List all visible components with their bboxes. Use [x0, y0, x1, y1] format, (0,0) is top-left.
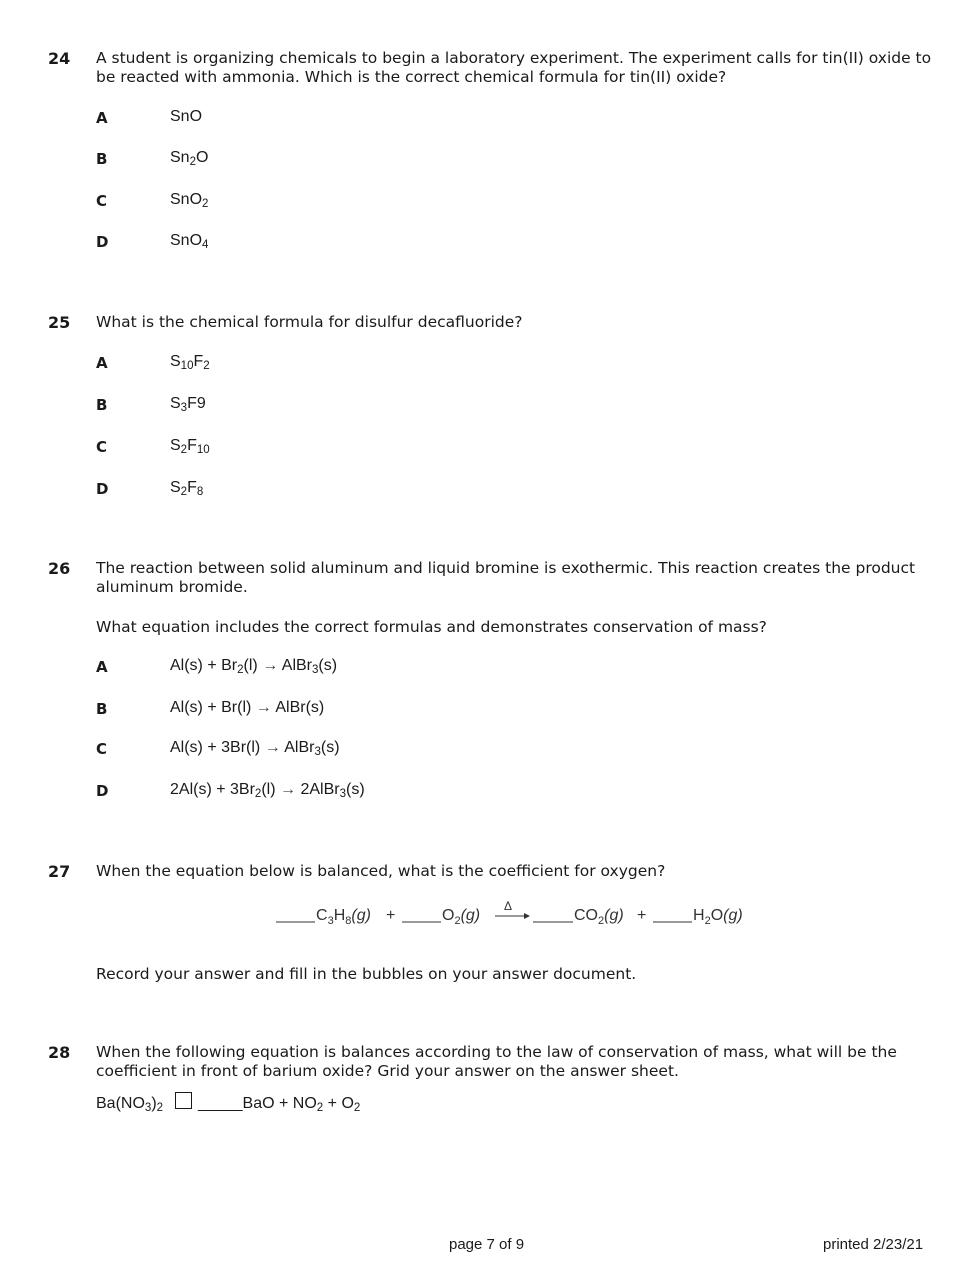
question-number: 28	[48, 1043, 71, 1062]
svg-text:+: +	[637, 907, 647, 924]
svg-text:C3H8(g): $C_3H_8(g)$	[316, 907, 371, 927]
option-letter: C	[96, 438, 108, 456]
coefficient-blank: _____	[198, 1095, 243, 1112]
barium-nitrate-equation: $Ba(NO_3)_2$ _____BaO + $NO_2 + O_2$	[96, 1092, 360, 1113]
option-text: $S_2F_8$	[170, 479, 204, 498]
svg-text:CO2(g): $CO_2(g)$	[574, 907, 624, 927]
option-text: SnO$_2$	[170, 191, 209, 210]
option-letter: A	[96, 354, 108, 372]
question-text: A student is organizing chemicals to begin a laboratory experiment. The experiment calls for tin(II) oxide to be reacted with ammonia. Which is the correct chemical formula for tin(II) oxide?	[96, 49, 932, 86]
reaction-arrow-icon: →	[280, 781, 296, 798]
option-letter: A	[96, 109, 108, 127]
question-number: 26	[48, 559, 71, 578]
answer-instruction: Record your answer and fill in the bubbles on your answer document.	[96, 965, 637, 983]
option-text: SnO$_4$	[170, 232, 209, 251]
option-text: Al(s) + 3Br(l) → AlBr$_3$(s)	[170, 739, 340, 758]
option-text: Al(s) + Br(l) → AlBr(s)	[170, 699, 325, 716]
question-number: 25	[48, 313, 71, 332]
arrow-placeholder-box	[175, 1092, 192, 1109]
printed-date: printed 2/23/21	[823, 1236, 924, 1253]
question-number: 27	[48, 862, 71, 881]
option-letter: B	[96, 700, 108, 718]
option-letter: D	[96, 480, 109, 498]
question-text: What is the chemical formula for disulfur decafluoride?	[96, 313, 523, 331]
option-text: $S_2F_{10}$	[170, 437, 210, 456]
option-letter: B	[96, 150, 108, 168]
reaction-arrow-icon: →	[255, 699, 272, 716]
svg-text:+: +	[386, 907, 396, 924]
question-text: When the equation below is balanced, what is the coefficient for oxygen?	[96, 862, 666, 880]
option-letter: D	[96, 233, 109, 251]
reaction-arrow-icon: →	[264, 739, 281, 756]
svg-text:O2(g): $O_2(g)$	[442, 907, 481, 927]
question-prompt: What equation includes the correct formulas and demonstrates conservation of mass?	[96, 618, 767, 636]
option-letter: C	[96, 740, 108, 758]
option-letter: D	[96, 782, 109, 800]
option-text: $2Al(s) + 3Br_2(l)$ → 2AlBr$_3$(s)	[170, 781, 365, 800]
page-number: page 7 of 9	[449, 1236, 525, 1253]
reaction-arrow-head-icon	[524, 913, 530, 919]
option-letter: B	[96, 396, 108, 414]
svg-text:H2O(g): $H_2O(g)$	[693, 907, 743, 927]
reaction-arrow-icon: →	[262, 657, 279, 674]
question-text: When the following equation is balances according to the law of conservation of mass, what will be the coefficient in front of barium oxide? Grid your answer on the answer sheet.	[96, 1043, 897, 1080]
option-letter: C	[96, 192, 108, 210]
option-text: $Sn_2O$	[170, 149, 209, 168]
option-letter: A	[96, 658, 108, 676]
question-number: 24	[48, 49, 71, 68]
option-text: $Al(s) + Br_2(l)$ → AlBr$_3$(s)	[170, 657, 338, 676]
option-text: $S_{10}F_2$	[170, 353, 210, 372]
balancing-equation	[0, 894, 979, 934]
option-text: $S_3F9$	[170, 395, 206, 414]
question-text: The reaction between solid aluminum and liquid bromine is exothermic. This reaction creates the product aluminum bromide.	[96, 559, 916, 596]
svg-text:Δ: Δ	[504, 899, 513, 913]
option-text: SnO	[170, 108, 203, 125]
